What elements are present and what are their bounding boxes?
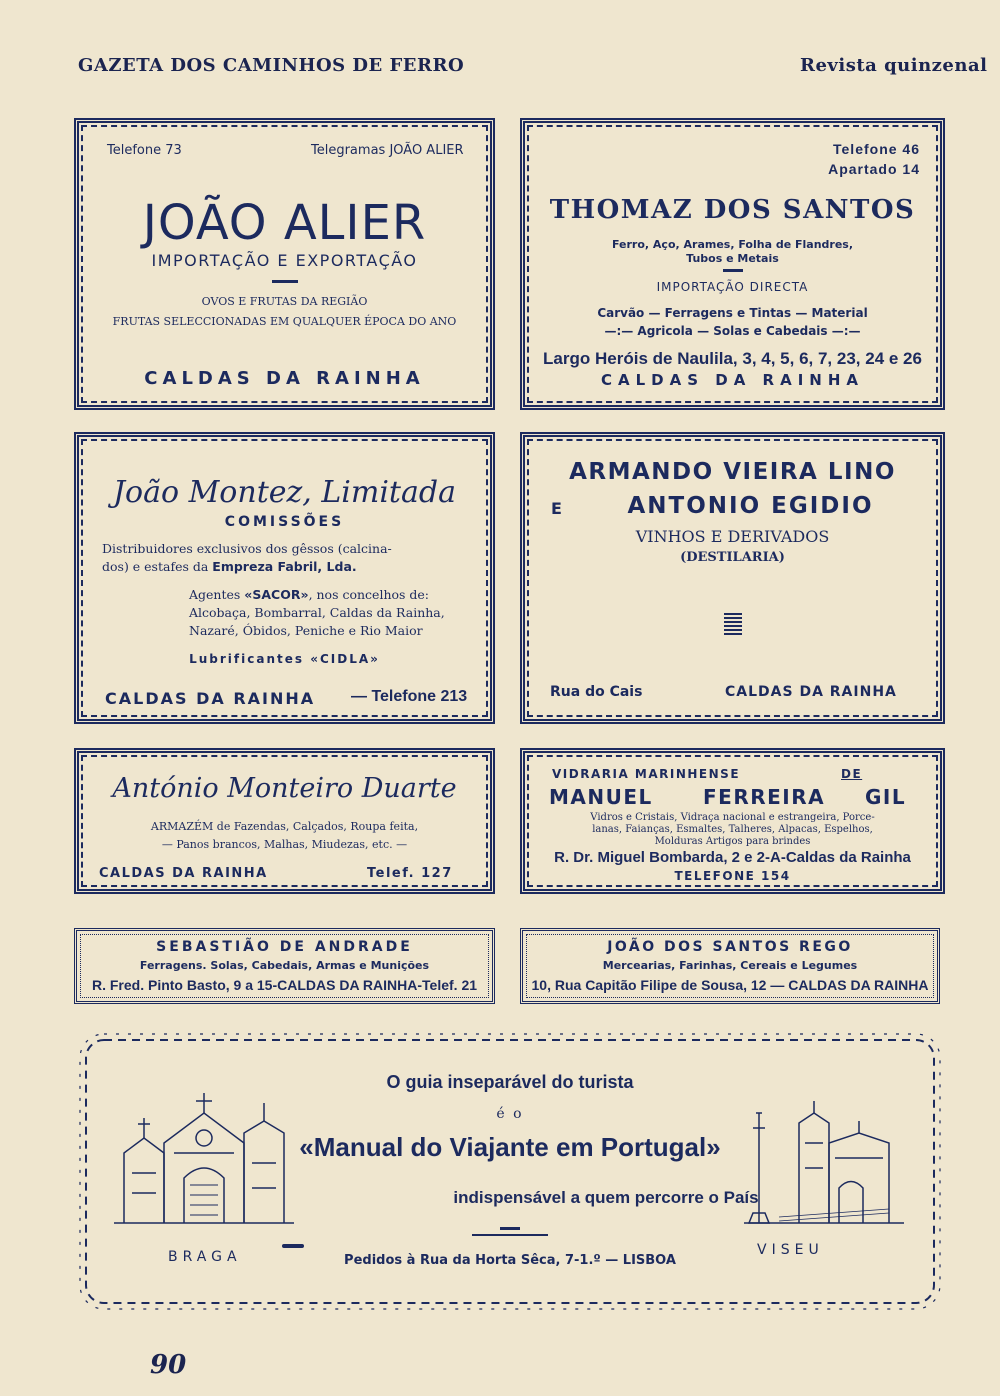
ad-line: OVOS E FRUTAS DA REGIÃO <box>201 295 368 308</box>
ad-line: —:— Agricola — Solas e Cabedais —:— <box>604 324 861 338</box>
ad-title: VIDRARIA MARINHENSE <box>552 767 741 781</box>
ad-joao-montez <box>74 432 495 724</box>
ad-company-name: JOÃO DOS SANTOS REGO <box>607 939 853 955</box>
ad-joao-dos-santos-rego <box>520 928 940 1004</box>
divider <box>500 1227 520 1230</box>
ad-de: DE <box>841 767 863 781</box>
ad-sebastiao-de-andrade <box>74 928 495 1004</box>
viseu-caption: VISEU <box>757 1242 824 1258</box>
ornament-block-icon <box>724 613 742 635</box>
ad-phone: Telefone 73 <box>107 143 182 158</box>
ad-line: Alcobaça, Bombarral, Caldas da Rainha, <box>189 605 445 620</box>
ad-company-name: THOMAZ DOS SANTOS <box>549 195 916 225</box>
ornament-icon <box>282 1244 304 1248</box>
ad-orders: Pedidos à Rua da Horta Sêca, 7-1.º — LISBOA <box>344 1253 676 1268</box>
ad-line: Mercearias, Farinhas, Cereais e Legumes <box>602 959 858 972</box>
ad-city: CALDAS DA RAINHA <box>99 866 268 881</box>
ad-company-name: António Monteiro Duarte <box>112 773 457 804</box>
divider <box>472 1234 548 1236</box>
ad-lubricants: Lubrificantes «CIDLA» <box>189 652 380 666</box>
ad-line: Vidros e Cristais, Vidraça nacional e estrangeira, Porce- <box>590 812 875 823</box>
ad-thomaz-dos-santos <box>520 118 945 410</box>
ad-name-line: ARMANDO VIEIRA LINO <box>569 459 896 485</box>
ad-telegrams: Telegramas JOÃO ALIER <box>311 143 464 158</box>
ad-city: CALDAS DA RAINHA <box>144 368 425 389</box>
ad-line: O guia inseparável do turista <box>386 1072 634 1092</box>
ad-company-name: SEBASTIÃO DE ANDRADE <box>156 939 413 955</box>
ad-line: Ferragens. Solas, Cabedais, Armas e Munições <box>139 959 430 972</box>
braga-caption: BRAGA <box>168 1249 242 1265</box>
ad-street: Rua do Cais <box>550 684 643 700</box>
ad-text-bold: Empreza Fabril, Lda. <box>212 559 357 574</box>
ad-box: Apartado 14 <box>828 161 920 177</box>
ad-name-line: ANTONIO EGIDIO <box>627 493 874 519</box>
ad-name-part: FERREIRA <box>703 785 826 809</box>
ad-distillery: (DESTILARIA) <box>680 550 785 565</box>
ad-armando-vieira-lino <box>520 432 945 724</box>
ad-line: Distribuidores exclusivos dos gêssos (calcina- <box>102 541 392 556</box>
ad-text-bold: «SACOR» <box>244 587 309 602</box>
ad-wines: VINHOS E DERIVADOS <box>635 527 830 546</box>
ad-line: Molduras Artigos para brindes <box>654 836 811 847</box>
ad-city: CALDAS DA RAINHA <box>601 371 864 389</box>
ad-phone: — Telefone 213 <box>351 688 468 705</box>
ad-address: R. Dr. Miguel Bombarda, 2 e 2-A-Caldas da Rainha <box>554 849 911 866</box>
ad-line: Carvão — Ferragens e Tintas — Material <box>597 306 868 320</box>
journal-title: GAZETA DOS CAMINHOS DE FERRO <box>78 55 465 76</box>
ad-activity: IMPORTAÇÃO E EXPORTAÇÃO <box>151 251 418 270</box>
ad-phone: TELEFONE 154 <box>674 869 791 883</box>
ad-name-part: MANUEL <box>549 785 653 809</box>
ad-commissions: COMISSÕES <box>224 514 345 530</box>
ad-line: — Panos brancos, Malhas, Miudezas, etc. — <box>161 838 408 851</box>
ad-line: Tubos e Metais <box>686 252 779 265</box>
ad-line <box>102 559 357 574</box>
ad-line: ARMAZÉM de Fazendas, Calçados, Roupa feita, <box>150 820 419 833</box>
ad-line: Nazaré, Óbidos, Peniche e Rio Maior <box>189 623 423 638</box>
ad-manual-do-viajante <box>74 1028 946 1315</box>
ad-line: Ferro, Aço, Arames, Folha de Flandres, <box>611 238 854 251</box>
ad-antonio-monteiro-duarte <box>74 748 495 894</box>
page-number: 90 <box>150 1350 187 1380</box>
ad-line <box>189 587 429 602</box>
ad-phone: Telefone 46 <box>833 141 920 157</box>
ad-joao-alier <box>74 118 495 410</box>
ad-name-part: GIL <box>865 785 907 809</box>
ad-address: R. Fred. Pinto Basto, 9 a 15-CALDAS DA RAINHA-Telef. 21 <box>91 977 478 993</box>
ad-line: indispensável a quem percorre o País <box>453 1188 759 1207</box>
ad-address: Largo Heróis de Naulila, 3, 4, 5, 6, 7, 23, 24 e 26 <box>543 349 922 368</box>
ad-company-name: JOÃO ALIER <box>142 195 427 251</box>
divider <box>723 269 743 272</box>
ad-company-name: João Montez, Limitada <box>113 475 456 510</box>
ad-title: «Manual do Viajante em Portugal» <box>299 1132 721 1162</box>
ad-line: é o <box>496 1106 524 1122</box>
ad-address: 10, Rua Capitão Filipe de Sousa, 12 — CALDAS DA RAINHA <box>531 977 929 993</box>
ad-city: CALDAS DA RAINHA <box>105 689 316 708</box>
ad-text: Agentes <box>189 587 245 602</box>
ad-city: CALDAS DA RAINHA <box>725 684 897 700</box>
journal-subtitle: Revista quinzenal <box>800 55 988 76</box>
ad-line: lanas, Faianças, Esmaltes, Talheres, Alpacas, Espelhos, <box>592 824 873 835</box>
ad-import: IMPORTAÇÃO DIRECTA <box>656 280 809 294</box>
ad-line: FRUTAS SELECCIONADAS EM QUALQUER ÉPOCA DO ANO <box>112 315 457 328</box>
ad-text: dos) e estafes da <box>102 559 213 574</box>
ad-phone: Telef. 127 <box>367 866 453 881</box>
ad-text: , nos concelhos de: <box>308 587 430 602</box>
divider <box>272 280 298 283</box>
ad-conjunction: E <box>551 499 562 518</box>
ad-vidraria-marinhense <box>520 748 945 894</box>
